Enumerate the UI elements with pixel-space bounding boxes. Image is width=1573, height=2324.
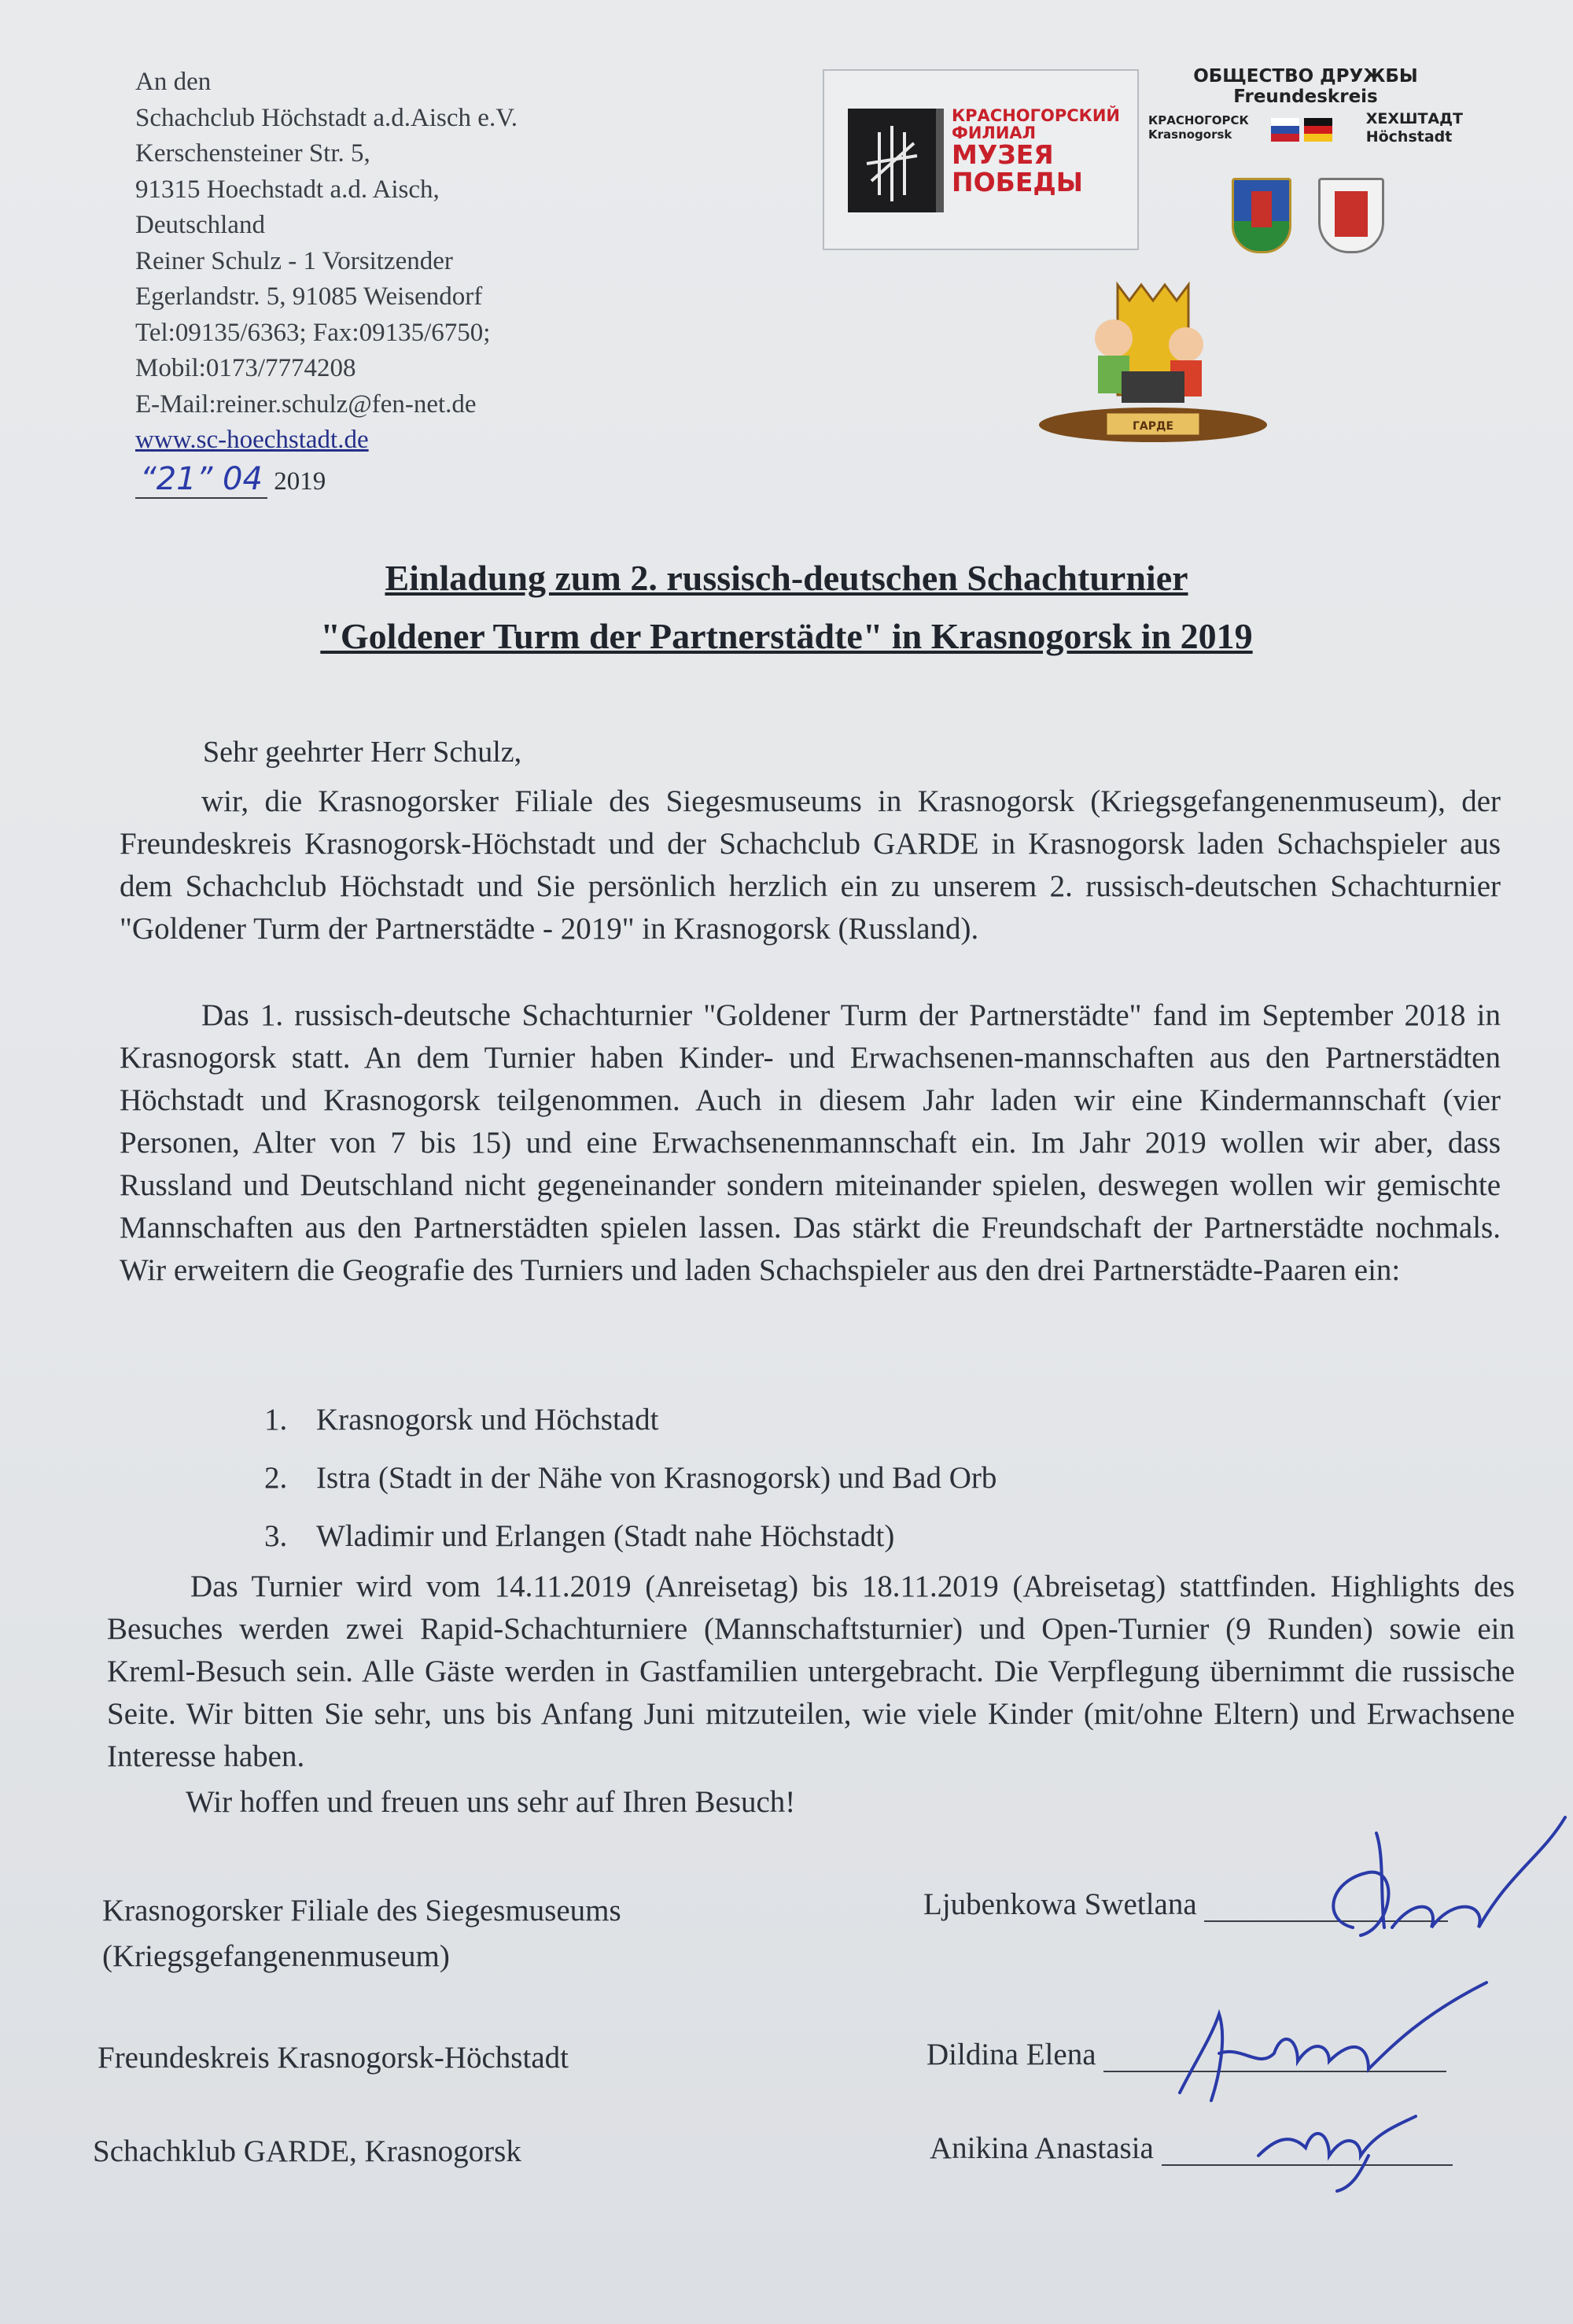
address-block xyxy=(135,65,518,459)
handwritten-signature xyxy=(1306,1809,1573,1967)
address-line: 91315 Hoechstadt a.d. Aisch, xyxy=(135,175,440,204)
museum-logo-text: КРАСНОГОРСКИЙ ФИЛИАЛ МУЗЕЯ ПОБЕДЫ xyxy=(952,106,1120,197)
closing-sentence: Wir hoffen und freuen uns sehr auf Ihren Besuch! xyxy=(186,1785,796,1819)
address-line: Egerlandstr. 5, 91085 Weisendorf xyxy=(135,282,483,311)
address-line: Kerschensteiner Str. 5, xyxy=(135,139,370,168)
signer-organization: Schachklub GARDE, Krasnogorsk xyxy=(93,2134,521,2168)
date-year: 2019 xyxy=(274,467,326,496)
friendship-society-logo: ОБЩЕСТВО ДРУЖБЫ Freundeskreis КРАСНОГОРСК Krasnogorsk ХЕХШТАДТ Höchstadt xyxy=(1148,66,1463,160)
museum-book-icon xyxy=(848,109,944,212)
address-line: E-Mail:reiner.schulz@fen-net.de xyxy=(135,389,477,419)
handwritten-date: “21” 04 xyxy=(135,461,267,499)
list-item: 2. Istra (Stadt in der Nähe von Krasnogorsk) und Bad Orb xyxy=(264,1461,997,1495)
headline-line-2: "Goldener Turm der Partnerstädte" in Krasnogorsk in 2019 xyxy=(320,616,1253,656)
chess-club-banner: ГАРДЕ xyxy=(1132,420,1174,433)
partner-city-list xyxy=(264,1391,996,1566)
chess-club-logo xyxy=(1035,277,1271,450)
handwritten-signature xyxy=(1243,2093,1431,2195)
address-line: Reiner Schulz - 1 Vorsitzender xyxy=(135,246,453,275)
address-line: Deutschland xyxy=(135,211,265,239)
hoechstadt-crest-icon xyxy=(1318,178,1384,253)
address-line: Mobil:0173/7774208 xyxy=(135,354,356,382)
paragraph-3: Das Turnier wird vom 14.11.2019 (Anreisetag) bis 18.11.2019 (Abreisetag) stattfinden. Highlights des Besuches werden zwei Rapid-Schachturniere (Mannschaftsturnier) und Open-Turnier (9 Runden) sowie ein Kreml-Besuch sein. Alle Gäste werden in Gastfamilien untergebracht. Die Verpflegung übernimmt die russische Seite. Wir bitten Sie sehr, uns bis Anfang Juni mitzuteilen, wie viele Kinder (mit/ohne Eltern) und Erwachsene Interesse haben. xyxy=(107,1570,1515,1773)
headline-line-1: Einladung zum 2. russisch-deutschen Schachturnier xyxy=(385,558,1188,598)
flags-icon xyxy=(1266,110,1337,157)
signer-organization: Krasnogorsker Filiale des Siegesmuseums (Kriegsgefangenenmuseum) xyxy=(102,1894,621,1973)
address-line: Schachclub Höchstadt a.d.Aisch e.V. xyxy=(135,103,518,132)
paragraph-2: Das 1. russisch-deutsche Schachturnier "Goldener Turm der Partnerstädte" fand im September 2018 in Krasnogorsk statt. An dem Turnier haben Kinder- und Erwachsenen-mannschaften aus den Partnerstädten Höchstadt und Krasnogorsk teilgenommen. Auch in diesem Jahr laden wir eine Kindermannschaft (vier Personen, Alter von 7 bis 15) und eine Erwachsenenmannschaft ein. Im Jahr 2019 wollen wir aber, dass Russland und Deutschland nicht gegeneinander sondern miteinander spielen, deswegen wollen wir gemischte Mannschaften aus den Partnerstädten spielen lassen. Das stärkt die Freundschaft der Partnerstädte nochmals. Wir erweitern die Geografie des Turniers und laden Schachspieler aus den drei Partnerstädte-Paaren ein: xyxy=(120,998,1501,1287)
krasnogorsk-crest-icon xyxy=(1232,178,1291,253)
website-link[interactable]: www.sc-hoechstadt.de xyxy=(135,426,369,454)
salutation: Sehr geehrter Herr Schulz, xyxy=(203,736,522,769)
address-line: Tel:09135/6363; Fax:09135/6750; xyxy=(135,318,491,347)
list-item: 3. Wladimir und Erlangen (Stadt nahe Höchstadt) xyxy=(264,1519,895,1553)
signer-name: Dildina Elena xyxy=(926,2037,1446,2072)
museum-logo xyxy=(823,69,1139,250)
date-line xyxy=(135,461,326,499)
signer-name: Anikina Anastasia xyxy=(930,2130,1453,2166)
list-item: 1. Krasnogorsk und Höchstadt xyxy=(264,1403,659,1437)
signer-organization: Freundeskreis Krasnogorsk-Höchstadt xyxy=(98,2041,569,2075)
signer-name: Ljubenkowa Swetlana xyxy=(923,1887,1448,1922)
address-line: An den xyxy=(135,68,212,96)
paragraph-1: wir, die Krasnogorsker Filiale des Siegesmuseums in Krasnogorsk (Kriegsgefangenenmuseum), der Freundeskreis Krasnogorsk-Höchstadt und der Schachclub GARDE in Krasnogorsk laden Schachspieler aus dem Schachclub Höchstadt und Sie persönlich herzlich ein zu unserem 2. russisch-deutschen Schachturnier "Goldener Turm der Partnerstädte - 2019" in Krasnogorsk (Russland). xyxy=(120,784,1501,946)
